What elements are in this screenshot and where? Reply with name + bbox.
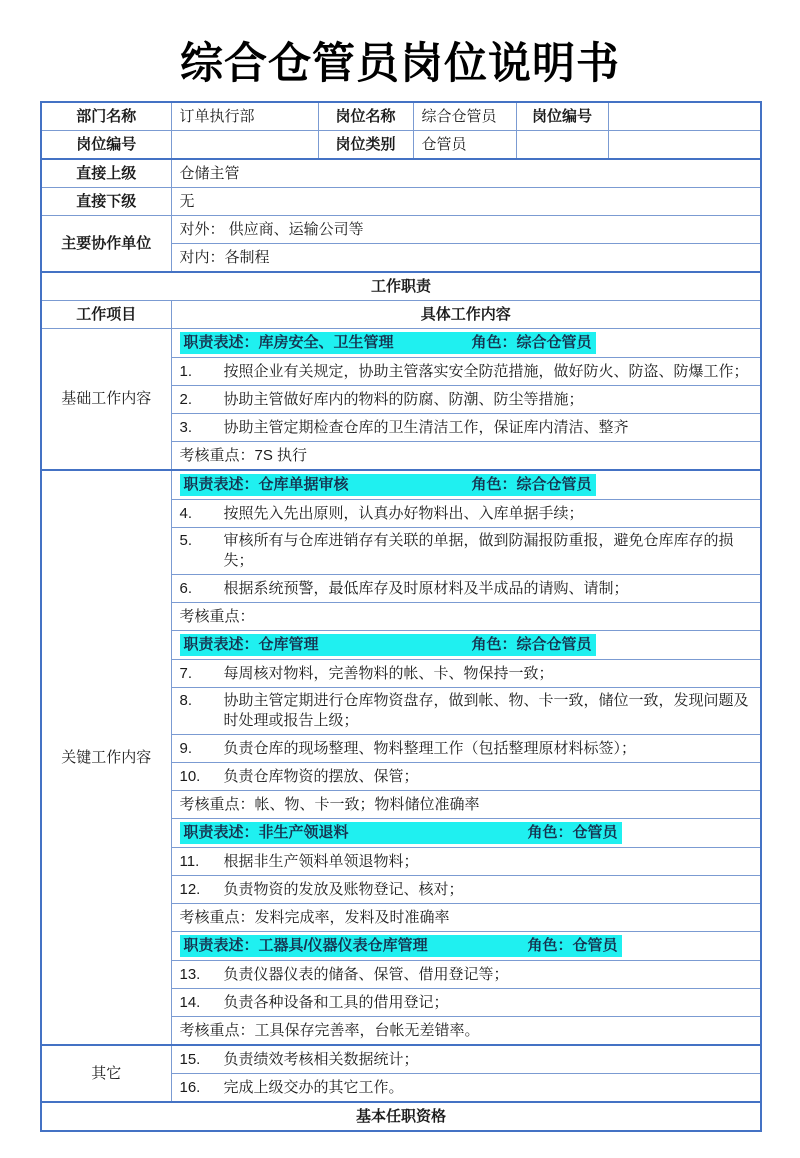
post-name-value: 综合仓管员 — [413, 102, 516, 131]
duty-text: 负责仓库物资的摆放、保管； — [223, 767, 419, 785]
group-other-label: 其它 — [41, 1045, 171, 1102]
duty-statement-cell — [171, 329, 761, 358]
post-category-label: 岗位类别 — [318, 131, 413, 160]
duty-text: 负责绩效考核相关数据统计； — [223, 1050, 419, 1068]
duty-statement: 职责表述：非生产领退料 — [183, 824, 349, 841]
collab-label: 主要协作单位 — [41, 216, 171, 273]
duty-statement-highlight — [180, 634, 596, 656]
supervisor-label: 直接上级 — [41, 159, 171, 188]
duty-number: 11. — [179, 852, 200, 870]
duty-statement: 职责表述：工器具/仪器仪表仓库管理 — [183, 937, 428, 954]
duty-number: 4. — [179, 504, 193, 522]
duty-text: 负责仪器仪表的储备、保管、借用登记等； — [223, 965, 509, 983]
duty-statement-highlight — [180, 935, 622, 957]
supervisor-value: 仓储主管 — [171, 159, 761, 188]
header-empty-value — [608, 131, 761, 160]
duty-number: 14. — [179, 993, 201, 1011]
page-title: 综合仓管员岗位说明书 — [180, 40, 620, 88]
post-code-value — [608, 102, 761, 131]
header-row-2 — [41, 131, 761, 160]
job-description-table — [40, 101, 762, 1132]
subordinate-row — [41, 188, 761, 216]
subordinate-value: 无 — [171, 188, 761, 216]
duty-number: 16. — [179, 1078, 201, 1096]
duty-text: 按照企业有关规定，协助主管落实安全防范措施，做好防火、防盗、防爆工作； — [223, 362, 749, 380]
duty-role: 角色：综合仓管员 — [471, 476, 592, 493]
collab-row-external — [41, 216, 761, 244]
duty-text: 负责仓库的现场整理、物料整理工作（包括整理原材料标签）； — [223, 739, 637, 757]
duty-item-row — [41, 1045, 761, 1074]
duties-section-title: 工作职责 — [41, 272, 761, 301]
duty-text: 根据非生产领料单领退物料； — [223, 852, 419, 870]
project-column-header: 工作项目 — [41, 301, 171, 329]
duty-role: 角色：仓管员 — [527, 937, 618, 954]
duty-number: 7. — [179, 664, 193, 682]
duty-text: 审核所有与仓库进销存有关联的单据，做到防漏报防重报，避免仓库库存的损失； — [223, 532, 734, 569]
duty-number: 10. — [179, 767, 201, 785]
duties-banner-row — [41, 272, 761, 301]
duty-statement-highlight — [180, 822, 622, 844]
duty-statement-row — [41, 329, 761, 358]
duty-text: 协助主管定期检查仓库的卫生清洁工作，保证库内清洁、整齐 — [223, 418, 629, 436]
duty-number: 6. — [179, 579, 193, 597]
duty-role: 角色：综合仓管员 — [471, 636, 592, 653]
duty-statement: 职责表述：仓库管理 — [183, 636, 319, 653]
duty-number: 2. — [179, 390, 193, 408]
collab-internal-value: 对内：各制程 — [171, 244, 761, 273]
duty-number: 13. — [179, 965, 201, 983]
duty-text: 完成上级交办的其它工作。 — [223, 1078, 404, 1096]
dept-name-value: 订单执行部 — [171, 102, 318, 131]
post-code-label: 岗位编号 — [516, 102, 608, 131]
subordinate-label: 直接下级 — [41, 188, 171, 216]
duty-text: 负责物资的发放及账物登记、核对； — [223, 880, 464, 898]
duty-number: 5. — [179, 532, 193, 549]
group-basic-label: 基础工作内容 — [41, 329, 171, 471]
duty-role: 角色：仓管员 — [527, 824, 618, 841]
duty-text: 按照先入先出原则，认真办好物料出、入库单据手续； — [223, 504, 584, 522]
header-empty-label — [516, 131, 608, 160]
duty-statement-cell — [171, 470, 761, 500]
duties-header-row — [41, 301, 761, 329]
duty-statement-row — [41, 470, 761, 500]
assessment-note: 考核重点：发料完成率，发料及时准确率 — [171, 904, 761, 932]
duty-statement-cell — [171, 932, 761, 961]
duty-text: 协助主管定期进行仓库物资盘存，做到帐、物、卡一致，储位一致，发现问题及时处理或报告上级； — [223, 692, 749, 729]
assessment-note: 考核重点：7S 执行 — [171, 442, 761, 471]
header-row-1 — [41, 102, 761, 131]
content-column-header: 具体工作内容 — [171, 301, 761, 329]
duty-number: 15. — [179, 1050, 201, 1068]
duty-text: 负责各种设备和工具的借用登记； — [223, 993, 449, 1011]
post-name-label: 岗位名称 — [318, 102, 413, 131]
duty-text: 协助主管做好库内的物料的防腐、防潮、防尘等措施； — [223, 390, 584, 408]
supervisor-row — [41, 159, 761, 188]
duty-number: 12. — [179, 880, 201, 898]
duty-statement-highlight — [180, 474, 596, 496]
duty-number: 3. — [179, 418, 193, 436]
duty-statement-cell — [171, 631, 761, 660]
qualifications-section-title: 基本任职资格 — [41, 1102, 761, 1131]
duty-text: 根据系统预警，最低库存及时原材料及半成品的请购、请制； — [223, 579, 629, 597]
duty-role: 角色：综合仓管员 — [471, 334, 592, 351]
collab-external-value: 对外： 供应商、运输公司等 — [171, 216, 761, 244]
duty-statement-cell — [171, 819, 761, 848]
qualifications-banner-row — [41, 1102, 761, 1131]
duty-text: 每周核对物料，完善物料的帐、卡、物保持一致； — [223, 664, 554, 682]
assessment-note: 考核重点： — [171, 603, 761, 631]
duty-number: 1. — [179, 362, 193, 380]
assessment-note: 考核重点：帐、物、卡一致；物料储位准确率 — [171, 791, 761, 819]
duty-number: 8. — [179, 692, 193, 709]
post-number-label: 岗位编号 — [41, 131, 171, 160]
duty-statement: 职责表述：库房安全、卫生管理 — [183, 334, 394, 351]
post-number-value — [171, 131, 318, 160]
duty-number: 9. — [179, 739, 193, 757]
group-key-label: 关键工作内容 — [41, 470, 171, 1045]
dept-name-label: 部门名称 — [41, 102, 171, 131]
duty-statement: 职责表述：仓库单据审核 — [183, 476, 349, 493]
duty-statement-highlight — [180, 332, 596, 354]
assessment-note: 考核重点：工具保存完善率，台帐无差错率。 — [171, 1017, 761, 1046]
post-category-value: 仓管员 — [413, 131, 516, 160]
